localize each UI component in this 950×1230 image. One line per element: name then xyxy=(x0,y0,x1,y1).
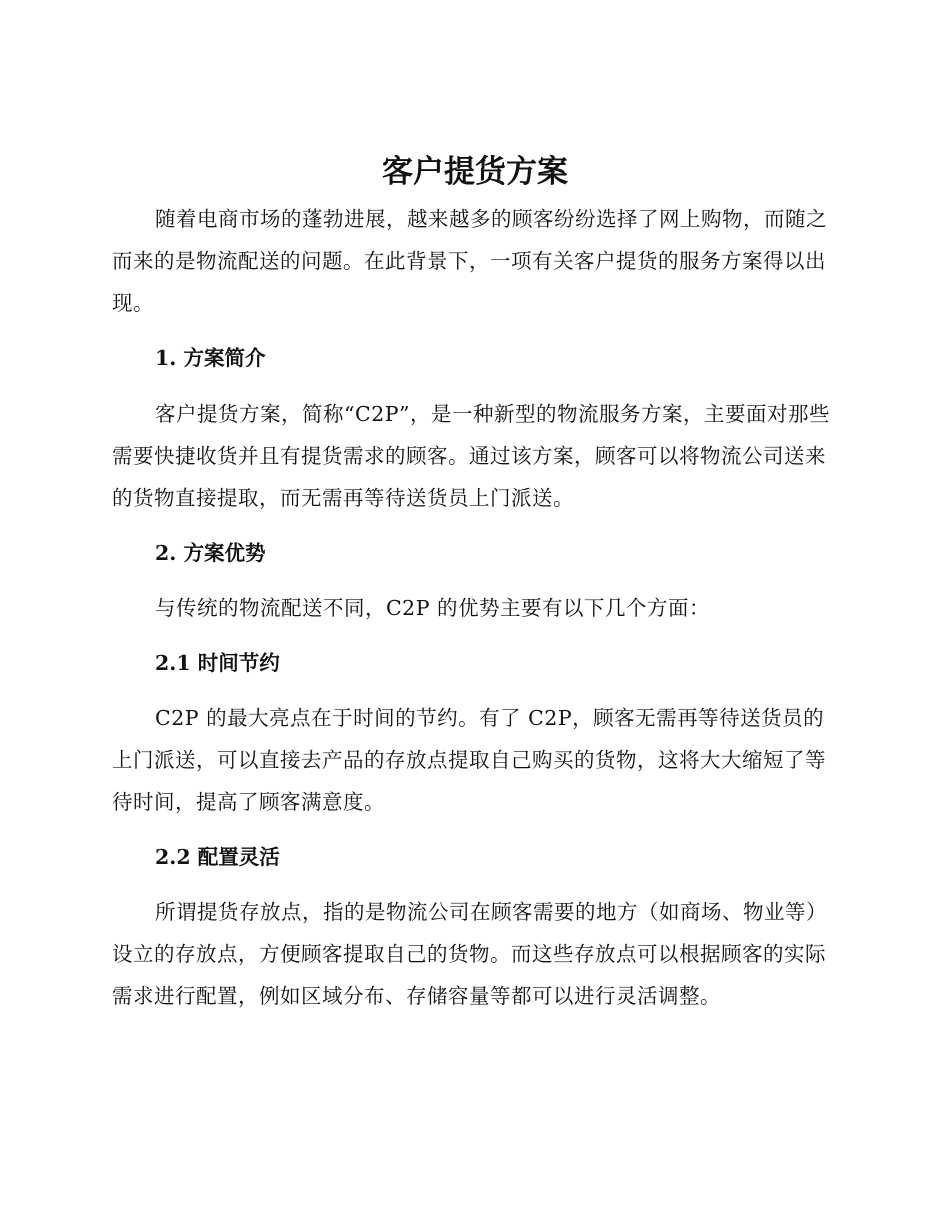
intro-paragraph-block xyxy=(112,198,834,324)
intro-paragraph: 随着电商市场的蓬勃进展，越来越多的顾客纷纷选择了网上购物，而随之而来的是物流配送的问题。在此背景下，一项有关客户提货的服务方案得以出现。 xyxy=(112,207,828,315)
document-title: 客户提货方案 xyxy=(382,154,568,190)
section-1-paragraph: 客户提货方案，简称“C2P”，是一种新型的物流服务方案，主要面对那些需要快捷收货并且有提货需求的顾客。通过该方案，顾客可以将物流公司送来的货物直接提取，而无需再等待送货员上门派送。 xyxy=(112,402,831,510)
section-heading-2-2: 2.2 配置灵活 xyxy=(155,845,280,869)
section-2-1-paragraph: C2P 的最大亮点在于时间的节约。有了 C2P，顾客无需再等待送货员的上门派送，可以直接去产品的存放点提取自己购买的货物，这将大大缩短了等待时间，提高了顾客满意度。 xyxy=(112,706,826,814)
section-2-2-paragraph: 所谓提货存放点，指的是物流公司在顾客需要的地方（如商场、物业等）设立的存放点，方便顾客提取自己的货物。而这些存放点可以根据顾客的实际需求进行配置，例如区域分布、存储容量等都可以进行灵活调整。 xyxy=(112,900,828,1008)
section-2-1-paragraph-block xyxy=(112,697,834,823)
section-1-paragraph-block xyxy=(112,393,834,519)
section-2-paragraph: 与传统的物流配送不同，C2P 的优势主要有以下几个方面： xyxy=(155,596,711,620)
section-2-2-paragraph-block xyxy=(112,891,834,1017)
section-heading-2: 2. 方案优势 xyxy=(155,541,266,565)
section-heading-1: 1. 方案简介 xyxy=(155,346,266,370)
section-heading-2-1: 2.1 时间节约 xyxy=(155,651,280,675)
